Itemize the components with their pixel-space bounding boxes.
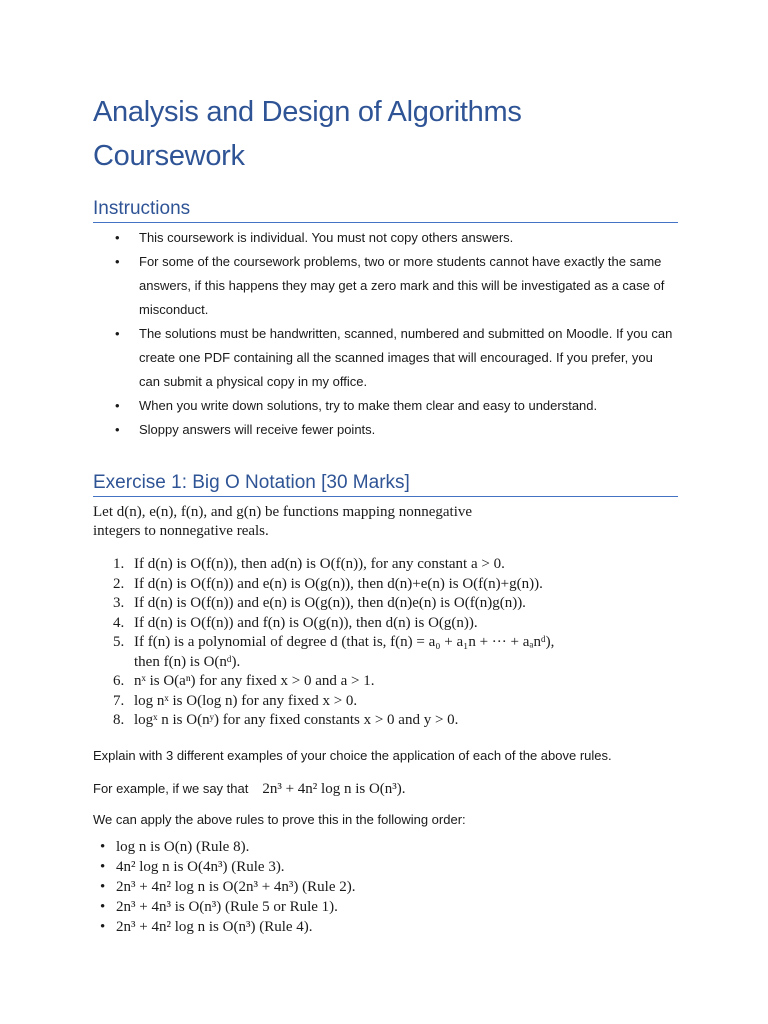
list-item: • For some of the coursework problems, two or more students cannot have exactly the same answers, if this happens they may get a zero mark and this will be investigated as a case of misconduct. — [93, 250, 673, 322]
example-math: 2n³ + 4n² log n is O(n³). — [262, 781, 406, 797]
list-item: • 2n³ + 4n² log n is O(2n³ + 4n³) (Rule 2). — [100, 879, 356, 895]
list-item: • log n is O(n) (Rule 8). — [100, 839, 250, 855]
rule-item: 6. nˣ is O(aⁿ) for any fixed x > 0 and a > 1. — [113, 673, 375, 689]
instructions-list — [93, 226, 673, 442]
list-item: • 2n³ + 4n³ is O(n³) (Rule 5 or Rule 1). — [100, 899, 338, 915]
rule-item: 8. logˣ n is O(nʸ) for any fixed constants x > 0 and y > 0. — [113, 712, 459, 728]
rule-item: 1. If d(n) is O(f(n)), then ad(n) is O(f(n)), for any constant a > 0. — [113, 556, 505, 572]
bullet: • — [100, 879, 106, 895]
rule-item: 4. If d(n) is O(f(n)) and f(n) is O(g(n)), then d(n) is O(g(n)). — [113, 614, 478, 631]
title-line-1: Analysis and Design of Algorithms — [93, 96, 522, 128]
bullet: • — [100, 859, 106, 875]
instructions-heading: Instructions — [93, 196, 678, 223]
list-item: • 2n³ + 4n² log n is O(n³) (Rule 4). — [100, 919, 313, 935]
explain-paragraph: Explain with 3 different examples of your choice the application of each of the above rules. — [93, 748, 612, 763]
bullet: • — [115, 326, 120, 341]
rule-item: 7. log nˣ is O(log n) for any fixed x > 0. — [113, 692, 358, 709]
list-item: • Sloppy answers will receive fewer points. — [93, 418, 673, 442]
rule-item: 3. If d(n) is O(f(n)) and e(n) is O(g(n)), then d(n)e(n) is O(f(n)g(n)). — [113, 595, 526, 611]
rule-item: 5. If f(n) is a polynomial of degree d (that is, f(n) = a₀ + a₁n + ··· + aₐnᵈ), then f(n) is O(nᵈ). — [113, 634, 555, 670]
exercise-1-heading: Exercise 1: Big O Notation [30 Marks] — [93, 470, 678, 497]
big-o-rules-list — [113, 555, 673, 731]
list-item: • This coursework is individual. You must not copy others answers. — [93, 226, 673, 250]
exercise-1-intro — [93, 503, 573, 541]
example-paragraph — [93, 779, 683, 799]
bullet: • — [100, 919, 106, 935]
bullet: • — [100, 839, 106, 855]
title-line-2: Coursework — [93, 140, 245, 172]
example-prefix: For example, if we say that — [93, 781, 249, 796]
bullet: • — [100, 899, 106, 915]
list-item: • When you write down solutions, try to make them clear and easy to understand. — [93, 394, 673, 418]
list-item: • 4n² log n is O(4n³) (Rule 3). — [100, 859, 285, 875]
document-title — [93, 90, 693, 178]
bullet: • — [115, 230, 120, 245]
bullet: • — [115, 254, 120, 269]
bullet: • — [115, 398, 120, 413]
bullet: • — [115, 422, 120, 437]
order-paragraph: We can apply the above rules to prove this in the following order: — [93, 812, 466, 827]
list-item: • The solutions must be handwritten, scanned, numbered and submitted on Moodle. If you can create one PDF containing all the scanned images that will encouraged. If you prefer, you can submit a physical copy in my office. — [93, 322, 673, 394]
proof-steps-list — [100, 837, 660, 937]
rule-item: 2. If d(n) is O(f(n)) and e(n) is O(g(n)), then d(n)+e(n) is O(f(n)+g(n)). — [113, 575, 543, 592]
intro-line-2: integers to nonnegative reals. — [93, 523, 269, 539]
intro-line-1: Let d(n), e(n), f(n), and g(n) be functions mapping nonnegative — [93, 504, 473, 520]
